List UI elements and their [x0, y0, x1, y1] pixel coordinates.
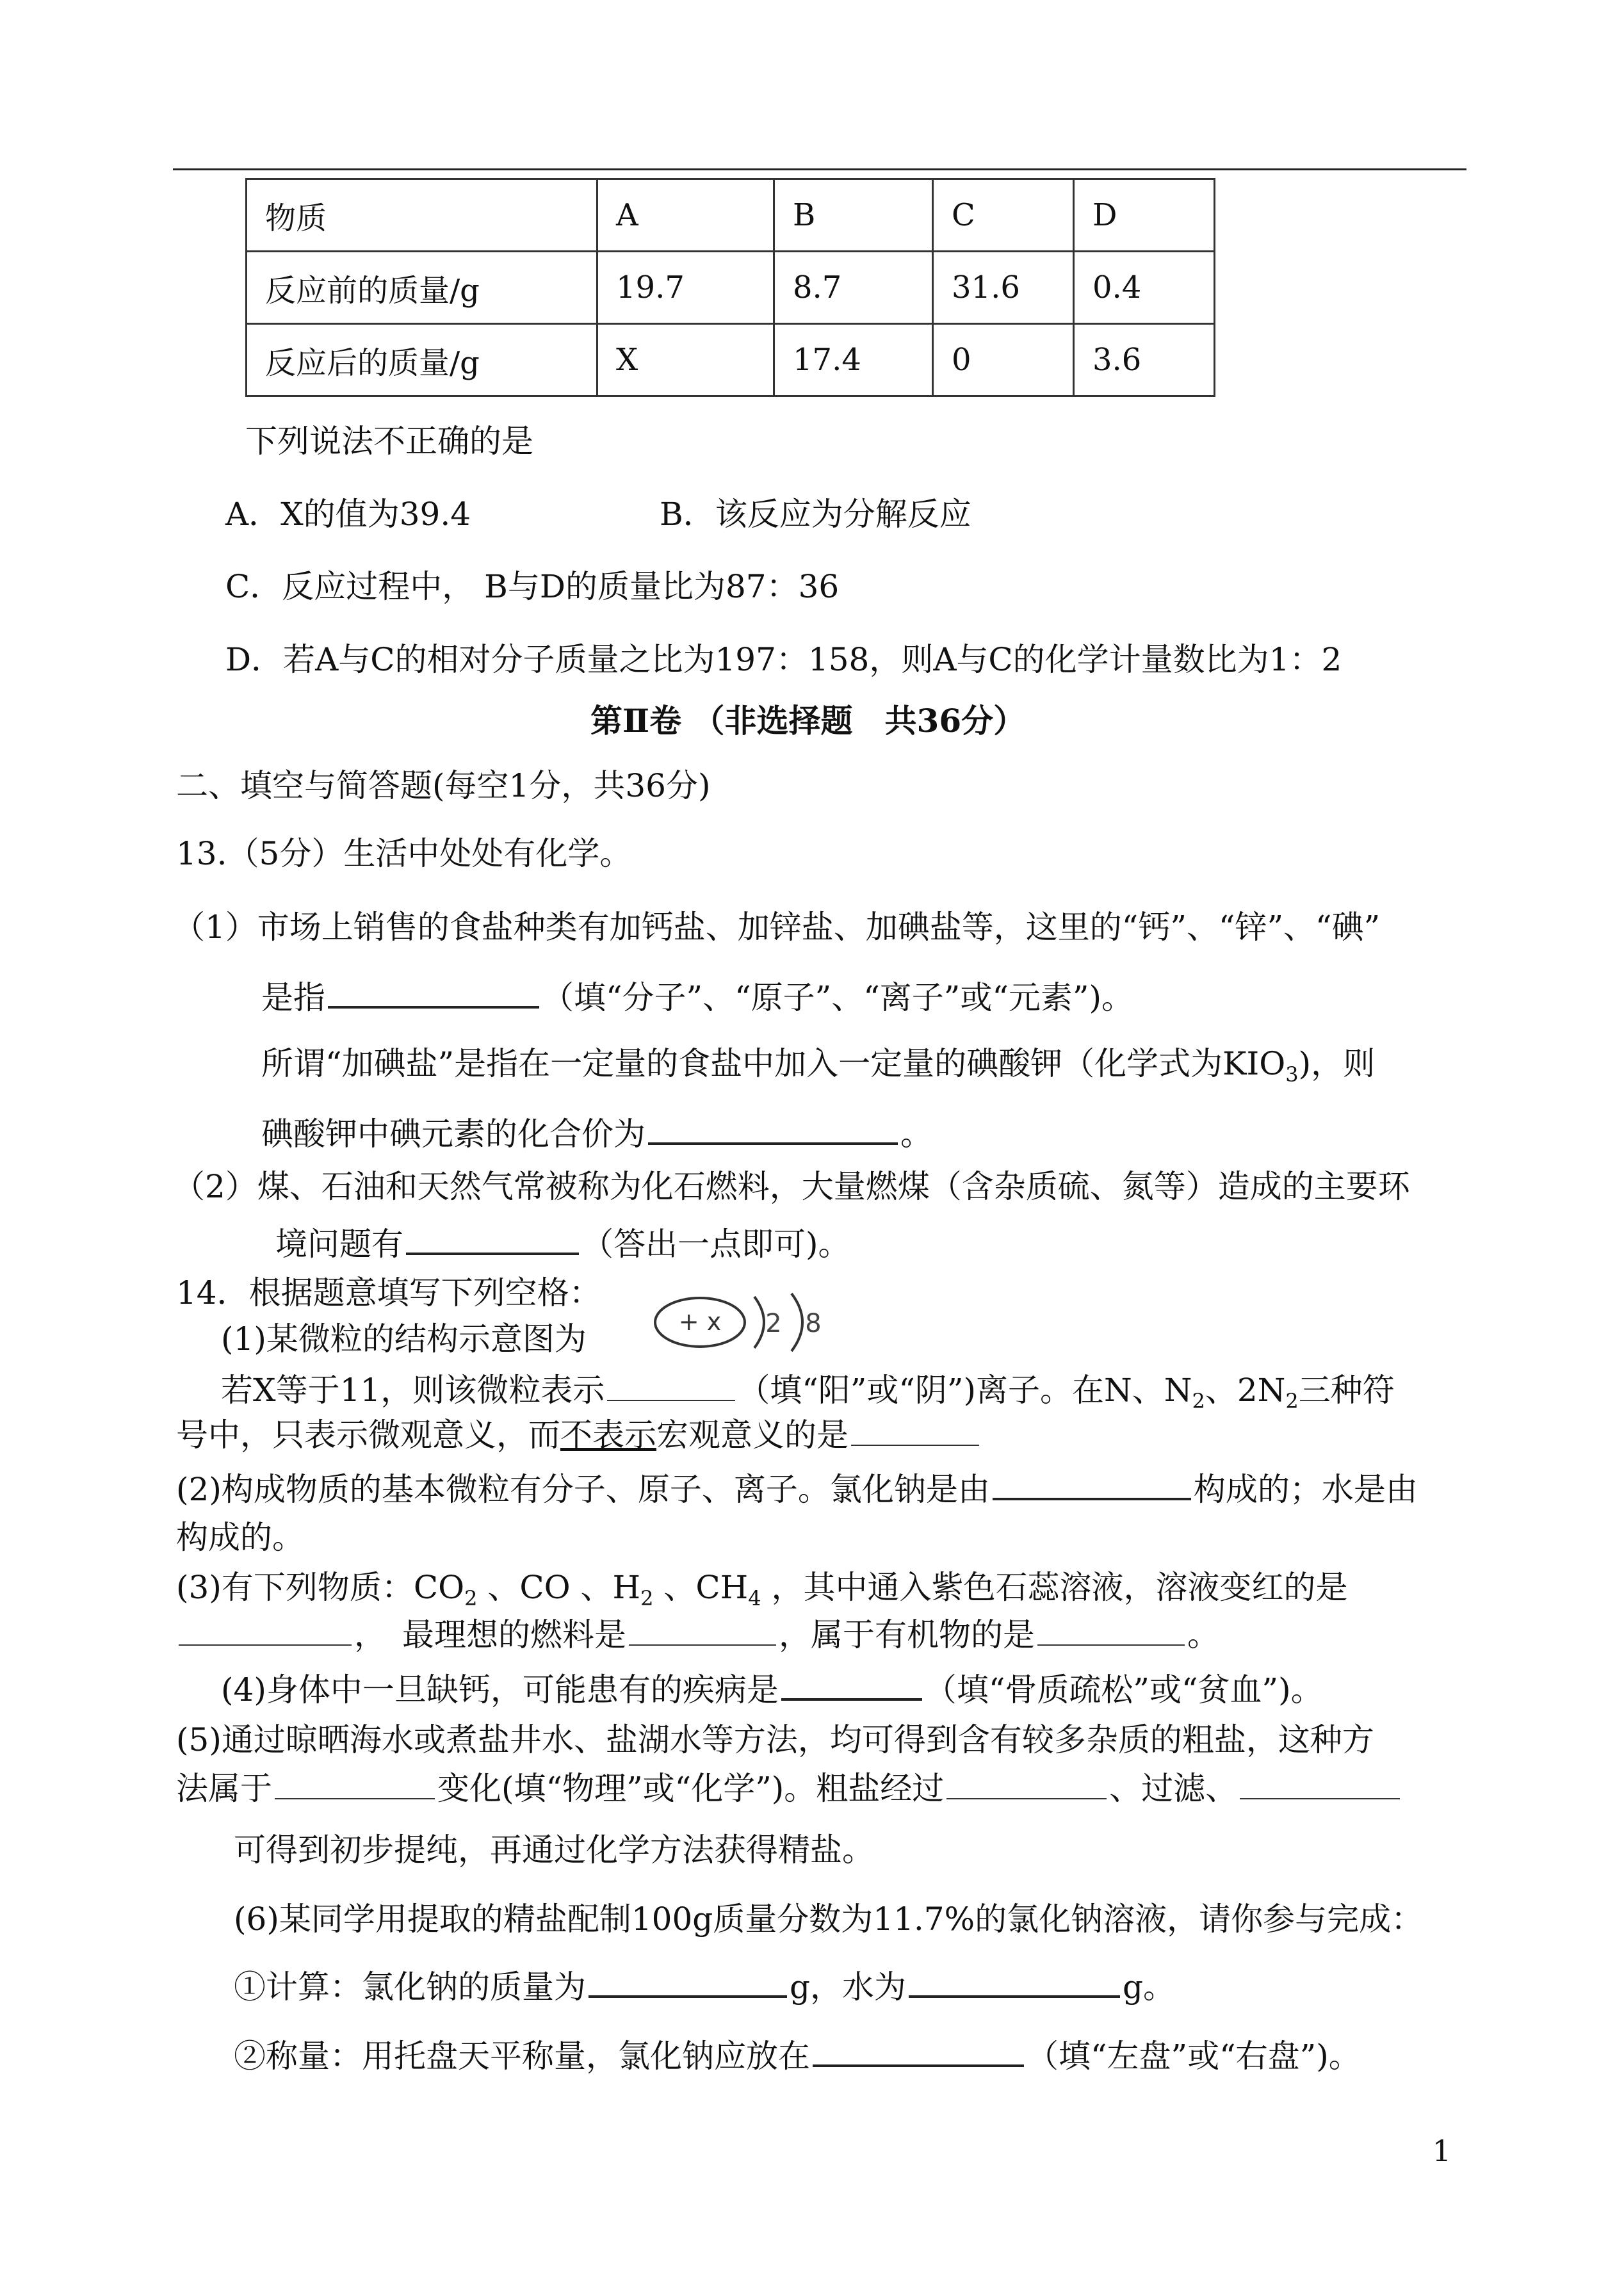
q13-p2-line1: （2）煤、石油和天然气常被称为化石燃料，大量燃煤（含杂质硫、氮等）造成的主要环	[173, 1168, 1410, 1205]
answer-blank[interactable]	[1037, 1619, 1185, 1646]
q14-s1-line3	[176, 1415, 982, 1455]
q14-text: ，其中通入紫色石蕊溶液，溶液变红的是	[761, 1569, 1348, 1606]
answer-blank[interactable]	[629, 1619, 776, 1646]
part2-title: 第Ⅱ卷 （非选择题 共36分）	[590, 702, 1026, 740]
q14-s2-line2: 构成的。	[176, 1519, 304, 1556]
table-cell: 反应前的质量/g	[247, 252, 597, 324]
table-cell: 物质	[247, 179, 597, 252]
q14-text: 号中，只表示微观意义，而	[176, 1416, 560, 1454]
q13-heading: 13.（5分）生活中处处有化学。	[176, 835, 632, 872]
electron-shell-arc	[792, 1293, 802, 1351]
q14-text: ， 最理想的燃料是	[354, 1616, 626, 1653]
q13-p2-text: （答出一点即可)。	[581, 1226, 850, 1263]
table-header-row	[247, 179, 1215, 252]
subscript: 4	[748, 1586, 761, 1610]
q14-text: ②称量：用托盘天平称量，氯化钠应放在	[234, 2038, 810, 2075]
table-cell: X	[597, 324, 774, 396]
shell-electron-count: 8	[805, 1309, 822, 1338]
q14-s2-line1	[176, 1470, 1418, 1509]
table-cell: 反应后的质量/g	[247, 324, 597, 396]
q14-s3-line2	[176, 1615, 1219, 1655]
q12-option-a: A．X的值为39.4	[225, 496, 471, 533]
table-cell: 0.4	[1074, 252, 1215, 324]
table-cell: A	[597, 179, 774, 252]
underlined-text: 不表示	[560, 1416, 656, 1454]
answer-blank[interactable]	[589, 1970, 787, 1998]
q14-text: （填“骨质疏松”或“贫血”)。	[924, 1671, 1323, 1708]
section-heading: 二、填空与简答题(每空1分，共36分)	[176, 767, 711, 804]
answer-blank[interactable]	[275, 1772, 435, 1799]
q14-s5-line1: (5)通过晾晒海水或煮盐井水、盐湖水等方法，均可得到含有较多杂质的粗盐，这种方	[176, 1721, 1374, 1758]
q14-text: (3)有下列物质：CO	[176, 1569, 465, 1606]
q12-stem: 下列说法不正确的是	[245, 423, 533, 460]
subscript: 2	[640, 1586, 654, 1610]
subscript: 3	[1285, 1062, 1299, 1087]
q14-s6-line1: (6)某同学用提取的精盐配制100g质量分数为11.7%的氯化钠溶液，请你参与完成：	[234, 1901, 1424, 1938]
subscript: 2	[464, 1586, 478, 1610]
q14-text: 。	[1187, 1616, 1219, 1653]
answer-blank[interactable]	[648, 1117, 898, 1145]
q14-text: 、2N	[1205, 1372, 1286, 1409]
q14-text: 宏观意义的是	[656, 1416, 849, 1454]
answer-blank[interactable]	[328, 980, 539, 1009]
q14-s4-line	[221, 1670, 1323, 1710]
q14-s3-line1	[176, 1568, 1347, 1618]
table-cell: 31.6	[933, 252, 1074, 324]
header-rule	[173, 168, 1466, 170]
q14-s6-line3	[234, 2036, 1361, 2076]
q12-option-c: C．反应过程中， B与D的质量比为87：36	[225, 568, 840, 605]
answer-blank[interactable]	[813, 2039, 1024, 2067]
q14-text: g，水为	[790, 1968, 907, 2006]
answer-blank[interactable]	[781, 1673, 922, 1701]
electron-shell-arc	[754, 1297, 764, 1348]
q14-text: g。	[1123, 1968, 1176, 2006]
q14-text: (2)构成物质的基本微粒有分子、原子、离子。氯化钠是由	[176, 1471, 990, 1508]
q14-s1-line2	[221, 1370, 1395, 1421]
q13-p1-line3	[261, 1044, 1375, 1094]
q14-text: 构成的；水是由	[1193, 1471, 1418, 1508]
q14-text: ，属于有机物的是	[779, 1616, 1035, 1653]
q13-p1-line2	[261, 978, 1133, 1018]
q13-p1-text: 。	[900, 1115, 932, 1153]
q13-p1-line4	[261, 1114, 932, 1154]
table-row	[247, 324, 1215, 396]
q14-s5-line2	[176, 1769, 1402, 1808]
q13-p1-line1: （1）市场上销售的食盐种类有加钙盐、加锌盐、加碘盐等，这里的“钙”、“锌”、“碘”	[173, 909, 1381, 946]
table-cell: D	[1074, 179, 1215, 252]
subscript: 2	[1192, 1389, 1205, 1413]
q14-s1-line1: (1)某微粒的结构示意图为	[221, 1320, 587, 1358]
q14-text: (4)身体中一旦缺钙，可能患有的疾病是	[221, 1671, 779, 1708]
answer-blank[interactable]	[909, 1970, 1120, 1998]
table-row	[247, 252, 1215, 324]
mass-table	[245, 178, 1215, 397]
answer-blank[interactable]	[179, 1619, 352, 1646]
answer-blank[interactable]	[406, 1227, 579, 1255]
answer-blank[interactable]	[1240, 1772, 1400, 1799]
q14-text: 变化(填“物理”或“化学”)。粗盐经过	[437, 1770, 945, 1807]
answer-blank[interactable]	[993, 1472, 1191, 1500]
q13-p1-text: 所谓“加碘盐”是指在一定量的食盐中加入一定量的碘酸钾（化学式为KIO	[261, 1045, 1286, 1082]
table-cell: 0	[933, 324, 1074, 396]
shell-electron-count: 2	[765, 1309, 782, 1338]
q12-option-d: D．若A与C的相对分子质量之比为197：158，则A与C的化学计量数比为1：2	[225, 641, 1342, 678]
q14-text: 、CO 、H	[477, 1569, 641, 1606]
q13-p1-text: 碘酸钾中碘元素的化合价为	[261, 1115, 646, 1153]
q13-p1-text: 是指	[261, 979, 325, 1016]
q14-text: 三种符	[1298, 1372, 1395, 1409]
subscript: 2	[1285, 1389, 1299, 1413]
q14-text: 若X等于11，则该微粒表示	[221, 1372, 605, 1409]
q14-text: 、过滤、	[1109, 1770, 1238, 1807]
q14-text: 法属于	[176, 1770, 272, 1807]
table-cell: 19.7	[597, 252, 774, 324]
q14-text: （填“阳”或“阴”)离子。在N、N	[738, 1372, 1192, 1409]
q13-p2-line2	[275, 1224, 850, 1264]
q14-text: （填“左盘”或“右盘”)。	[1027, 2038, 1361, 2075]
atom-structure-diagram	[646, 1284, 838, 1361]
q14-s5-line3: 可得到初步提纯，再通过化学方法获得精盐。	[234, 1831, 874, 1869]
nucleus-charge: + x	[678, 1308, 722, 1336]
q13-p2-text: 境问题有	[275, 1226, 403, 1263]
table-cell: 3.6	[1074, 324, 1215, 396]
answer-blank[interactable]	[607, 1374, 735, 1401]
answer-blank[interactable]	[946, 1772, 1107, 1799]
table-cell: 8.7	[774, 252, 933, 324]
table-cell: B	[774, 179, 933, 252]
q14-text: ①计算：氯化钠的质量为	[234, 1968, 586, 2006]
q12-option-b: B．该反应为分解反应	[660, 496, 971, 533]
q13-p1-text: （填“分子”、“原子”、“离子”或“元素”)。	[542, 979, 1133, 1016]
answer-blank[interactable]	[851, 1419, 979, 1446]
table-cell: C	[933, 179, 1074, 252]
q13-p1-text: )，则	[1298, 1045, 1376, 1082]
q14-text: 、CH	[653, 1569, 749, 1606]
q14-s6-line2	[234, 1967, 1175, 2007]
page-number: 1	[1432, 2134, 1451, 2168]
q14-heading: 14．根据题意填写下列空格：	[176, 1274, 601, 1311]
table-cell: 17.4	[774, 324, 933, 396]
